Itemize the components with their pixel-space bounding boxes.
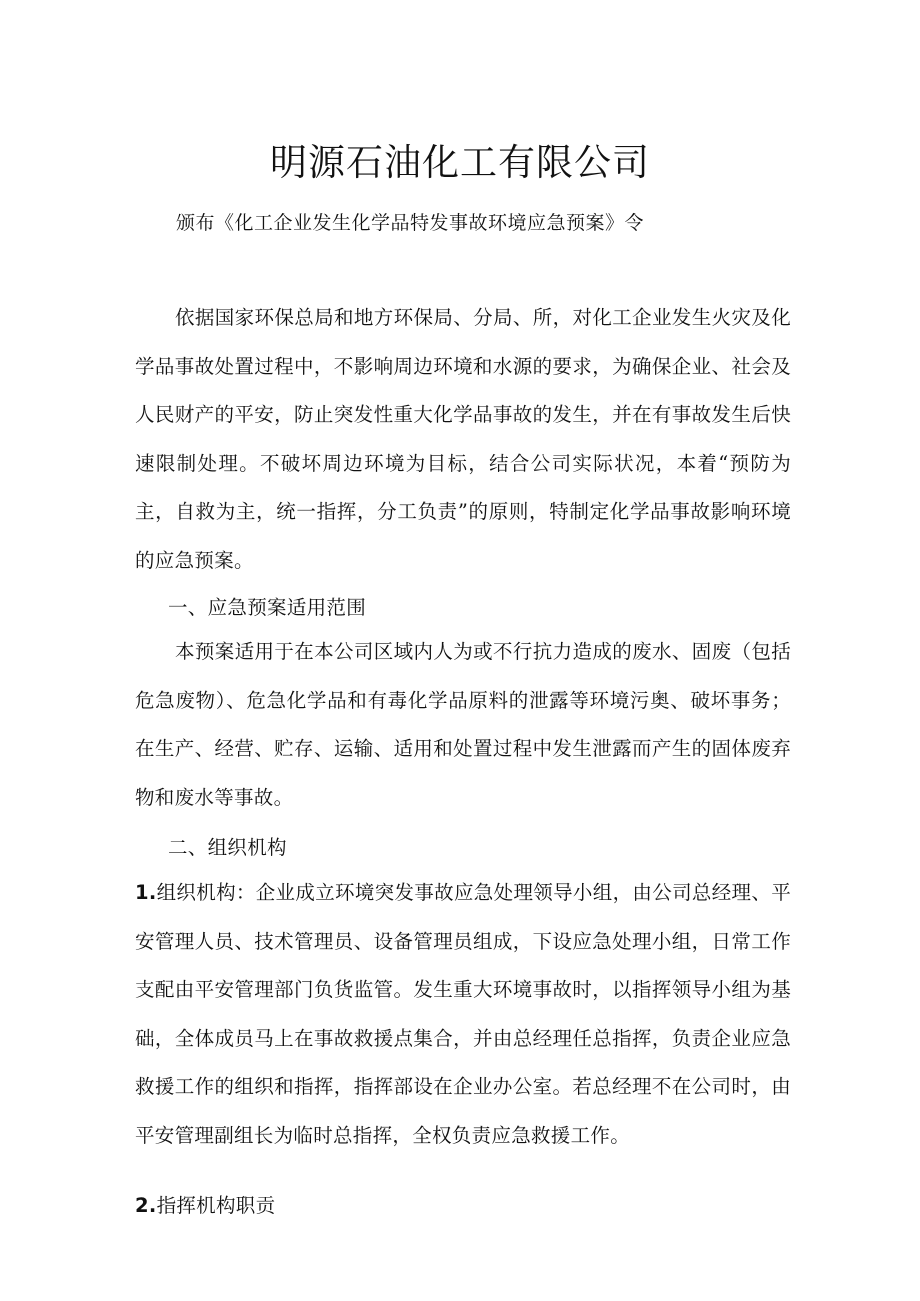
item-2-number: 2. bbox=[135, 1194, 157, 1217]
intro-paragraph: 依据国家环保总局和地方环保局、分局、所，对化工企业发生火灾及化学品事故处置过程中，不影响周边环境和水源的要求，为确保企业、社会及人民财产的平安，防止突发性重大化学品事故的发生，并在有事故发生后快速限制处理。不破坏周边环境为目标，结合公司实际状况，本着“预防为主，自救为主，统一指挥，分工负责”的原则，特制定化学品事故影响环境的应急预案。 bbox=[135, 306, 791, 572]
decree-subtitle: 颁布《化工企业发生化学品特发事故环境应急预案》令 bbox=[176, 212, 645, 234]
item-1-text: 组织机构：企业成立环境突发事故应急处理领导小组，由公司总经理、平安管理人员、技术管理员、设备管理员组成，下设应急处理小组，日常工作支配由平安管理部门负货监管。发生重大环境事故时，以指挥领导小组为基础，全体成员马上在事故救援点集合，并由总经理任总指挥，负责企业应急救援工作的组织和指挥，指挥部设在企业办公室。若总经理不在公司时，由平安管理副组长为临时总指挥，全权负责应急救援工作。 bbox=[135, 881, 791, 1147]
organization-item-1 bbox=[135, 869, 791, 1161]
section-heading-scope: 一、应急预案适用范围 bbox=[168, 596, 367, 619]
section-heading-organization: 二、组织机构 bbox=[168, 836, 287, 859]
item-1-number: 1. bbox=[135, 881, 157, 904]
item-2-text: 指挥机构职贡 bbox=[156, 1194, 276, 1217]
company-title: 明源石油化工有限公司 bbox=[270, 141, 650, 184]
scope-paragraph: 本预案适用于在本公司区域内人为或不行抗力造成的废水、固废（包括危急废物）、危急化学品和有毒化学品原料的泄露等环境污奥、破坏事务；在生产、经营、贮存、运输、适用和处置过程中发生泄露而产生的固体废弃物和废水等事故。 bbox=[135, 640, 791, 809]
organization-item-2 bbox=[135, 1190, 275, 1218]
